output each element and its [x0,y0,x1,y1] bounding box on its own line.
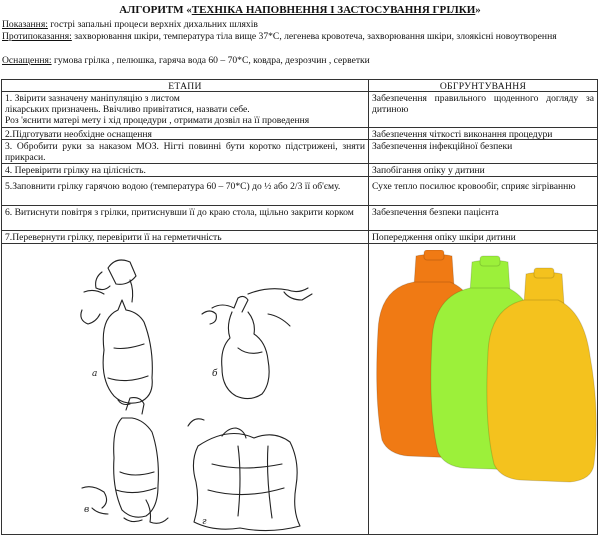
indications-label: Показання: [2,19,48,30]
reason-1: Забезпечення правильного щоденного догляду за дитиною [372,93,594,115]
step-6: 6. Витиснути повітря з грілки, притиснувши її до краю стола, щільно закрити корком [5,207,354,218]
reason-6: Забезпечення безпеки пацієнта [372,207,499,218]
step-1: 1. Звірити зазначену маніпуляцію з листом лікарських призначень. Ввічливо привітатися, назвати себе. Роз 'яснити матері мету і хід процедури , отримати дозвіл на її проведення [5,93,310,126]
panel-a-drawing [81,260,152,405]
title-main: ТЕХНІКА НАПОВНЕННЯ І ЗАСТОСУВАННЯ ГРІЛКИ [191,4,476,16]
row-divider [2,243,597,244]
panel-letter-g: г [202,517,207,527]
bottle-cap [424,250,444,260]
contraindications-line [2,31,598,42]
panel-letter-b: б [212,369,218,379]
step-5: 5.Заповнити грілку гарячою водою (температура 60 – 70*С) до ½ або 2/3 її об'єму. [5,181,341,192]
panel-letter-a: а [92,369,98,379]
bottle-cap [534,268,554,278]
bottle-cap [480,256,500,266]
document-title [0,4,600,16]
step-7: 7.Перевернути грілку, перевірити її на герметичність [5,232,222,243]
panel-v-drawing [82,398,168,524]
reason-3: Забезпечення інфекційної безпеки [372,141,513,152]
reason-5: Сухе тепло посилює кровообіг, сприяє зігріванню [372,181,576,192]
filling-illustration [62,250,332,532]
hot-water-bottles-photo [376,250,598,534]
row-divider [2,205,597,206]
indications-text: гострі запальні процеси верхніх дихальних шляхів [47,19,258,30]
equipment-text: гумова грілка , пелюшка, гаряча вода 60 – 70*С, ковдра, дезрозчин , серветки [51,55,370,66]
contraindications-label: Протипоказання: [2,31,72,42]
reason-4: Запобігання опіку у дитини [372,165,485,176]
panel-g-drawing [188,419,300,531]
equipment-label: Оснащення: [2,55,52,66]
title-suffix: » [475,4,481,16]
header-reasons: ОБГРУНТУВАННЯ [439,81,527,92]
step-3: 3. Обробити руки за наказом МОЗ. Нігті повинні бути коротко підстрижені, зняти прикраси. [5,141,365,163]
reason-7: Попередження опіку шкіри дитини [372,232,516,243]
step-4: 4. Перевірити грілку на цілісність. [5,165,146,176]
bottle-body [487,300,596,482]
equipment-line [2,55,598,66]
title-prefix: АЛГОРИТМ « [119,4,192,16]
step-2: 2.Підготувати необхідне оснащення [5,129,152,140]
panel-b-drawing [202,288,312,399]
row-divider [2,127,597,128]
procedure-table [1,79,598,535]
reason-2: Забезпечення чіткості виконання процедури [372,129,553,140]
row-divider [2,176,597,177]
column-divider [368,80,369,534]
row-divider [2,230,597,231]
panel-letter-v: в [84,505,90,515]
header-steps: ЕТАПИ [168,81,202,92]
row-divider [2,163,597,164]
contraindications-text: захворювання шкіри, температура тіла вище 37*С, легенева кровотеча, захворювання шкіри, злоякісні новоутворення [71,31,557,42]
indications-line [2,19,598,30]
